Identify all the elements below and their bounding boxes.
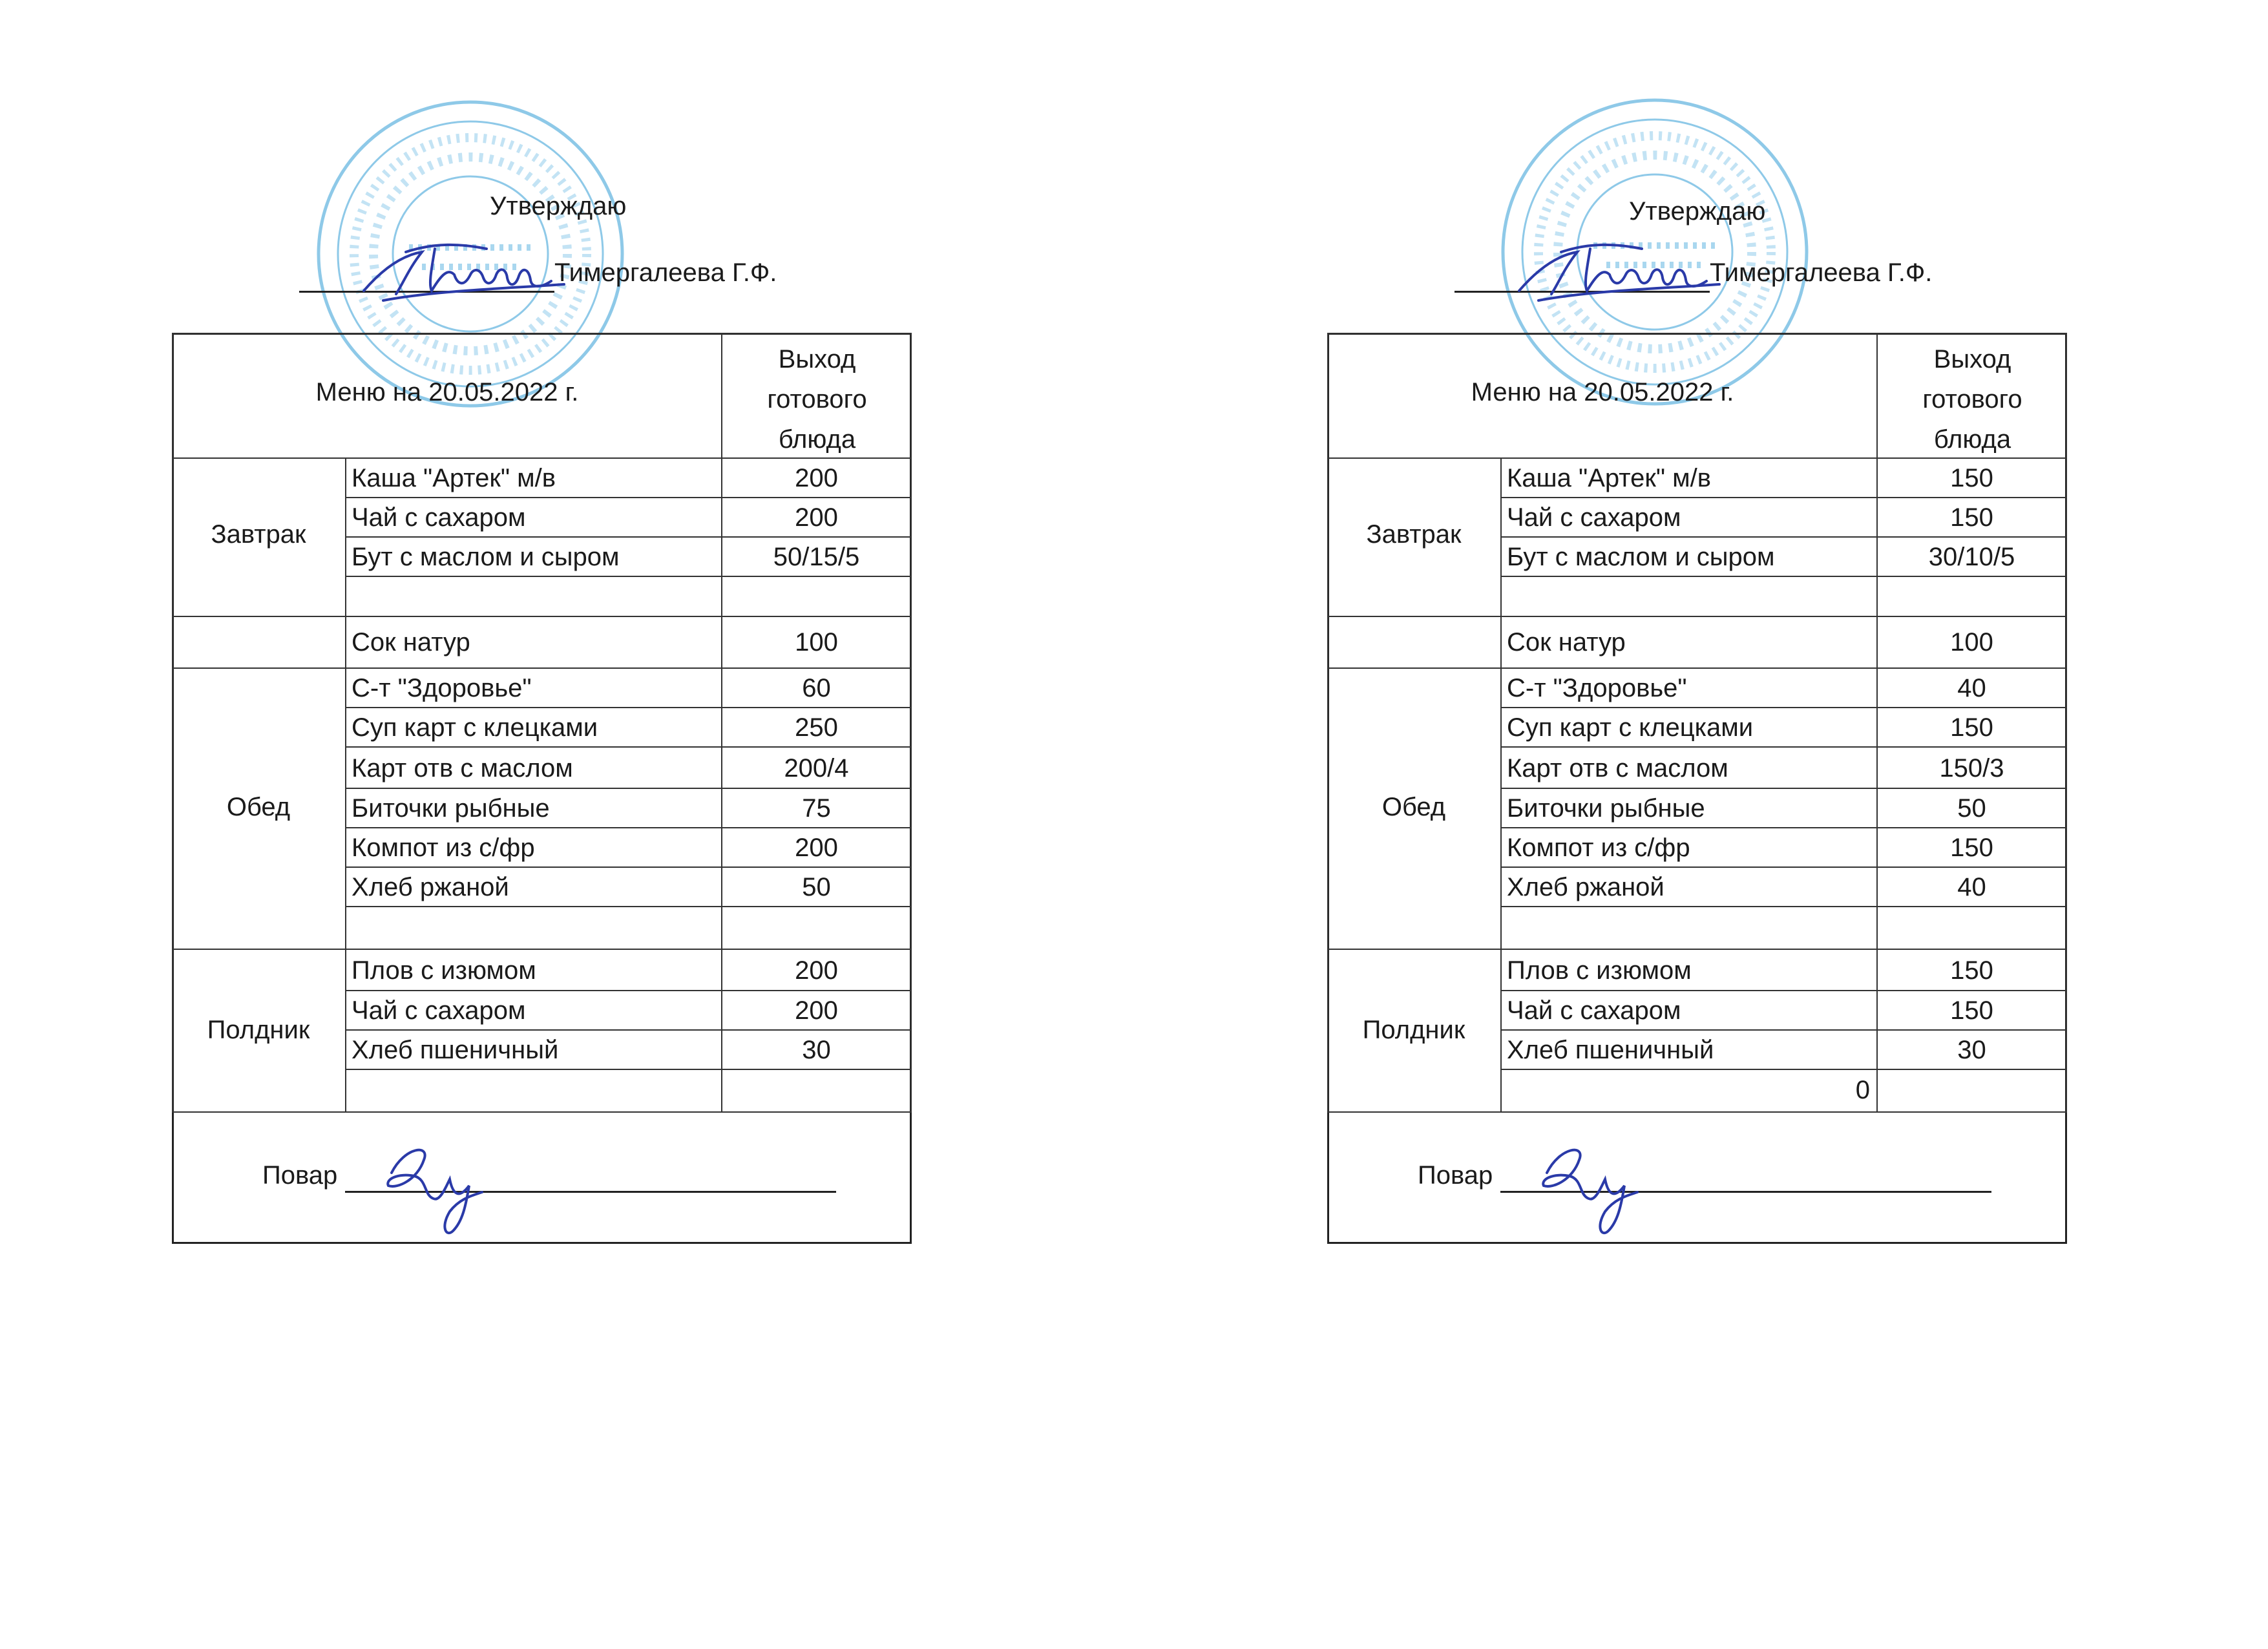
dish-name: Сок натур xyxy=(1507,628,1626,656)
dish-name: Чай с сахаром xyxy=(1507,503,1681,532)
dish-output: 200 xyxy=(795,464,838,492)
dish-output: 150 xyxy=(1950,464,1993,492)
approver-name: Тимергалеева Г.Ф. xyxy=(1710,258,1933,287)
approve-title: Утверждаю xyxy=(490,192,627,220)
empty-output-cell xyxy=(1876,906,2067,950)
dish-output: 40 xyxy=(1957,674,1986,702)
dish-output: 200 xyxy=(795,996,838,1025)
meal-label-snack: Полдник xyxy=(207,1016,310,1044)
dish-output: 75 xyxy=(802,794,831,823)
empty-meal-cell xyxy=(1327,616,1502,669)
menu-table-left xyxy=(172,333,912,1244)
empty-output-cell xyxy=(721,576,912,617)
menu-sheet-right xyxy=(1322,0,2072,1260)
dish-output: 200 xyxy=(795,834,838,862)
menu-date-title: Меню на 20.05.2022 г. xyxy=(1471,378,1734,406)
empty-output-cell xyxy=(721,906,912,950)
dish-output: 150 xyxy=(1950,834,1993,862)
approver-name: Тимергалеева Г.Ф. xyxy=(554,258,777,287)
dish-name: Суп карт с клецками xyxy=(1507,713,1754,742)
cook-label: Повар xyxy=(262,1161,338,1190)
dish-output: 40 xyxy=(1957,873,1986,901)
empty-output-cell xyxy=(1876,1069,2067,1113)
dish-name: Хлеб пшеничный xyxy=(352,1036,559,1064)
dish-name: Хлеб ржаной xyxy=(1507,873,1664,901)
dish-name: Каша "Артек" м/в xyxy=(1507,464,1712,492)
empty-dish-cell xyxy=(1500,576,1878,617)
dish-name: Хлеб пшеничный xyxy=(1507,1036,1714,1064)
dish-name: Биточки рыбные xyxy=(352,794,550,823)
dish-output: 50 xyxy=(1957,794,1986,823)
cook-label: Повар xyxy=(1418,1161,1493,1190)
menu-sheet-left xyxy=(167,0,916,1260)
dish-output: 30 xyxy=(1957,1036,1986,1064)
output-header-line-3: блюда xyxy=(1933,425,2011,454)
dish-output: 150 xyxy=(1950,503,1993,532)
dish-name: С-т "Здоровье" xyxy=(352,674,532,702)
output-header-line-1: Выход xyxy=(778,345,856,373)
dish-name: Карт отв с маслом xyxy=(352,754,573,782)
approver-signature-icon xyxy=(357,229,571,307)
dish-output: 60 xyxy=(802,674,831,702)
dish-output: 150 xyxy=(1950,996,1993,1025)
meal-label-lunch: Обед xyxy=(226,793,291,821)
cook-signature-icon xyxy=(1534,1134,1644,1237)
dish-name: Бут с маслом и сыром xyxy=(1507,543,1775,571)
dish-name: Каша "Артек" м/в xyxy=(352,464,556,492)
empty-dish-cell xyxy=(345,906,722,950)
dish-output: 100 xyxy=(795,628,838,656)
empty-meal-cell xyxy=(172,616,346,669)
menu-table-right xyxy=(1327,333,2067,1244)
empty-output-cell xyxy=(1876,576,2067,617)
output-header-line-3: блюда xyxy=(778,425,856,454)
dish-name: Компот из с/фр xyxy=(1507,834,1690,862)
empty-dish-cell xyxy=(345,1069,722,1113)
dish-output: 200 xyxy=(795,956,838,985)
dish-output: 150/3 xyxy=(1939,754,2004,782)
dish-output: 50 xyxy=(802,873,831,901)
meal-label-breakfast: Завтрак xyxy=(211,520,306,549)
empty-output-cell xyxy=(721,1069,912,1113)
dish-name: Плов с изюмом xyxy=(352,956,536,985)
dish-name: Карт отв с маслом xyxy=(1507,754,1728,782)
dish-output: 30 xyxy=(802,1036,831,1064)
dish-name: Бут с маслом и сыром xyxy=(352,543,620,571)
dish-output: 150 xyxy=(1950,956,1993,985)
menu-date-title: Меню на 20.05.2022 г. xyxy=(315,378,579,406)
output-header-line-2: готового xyxy=(1922,385,2022,414)
meal-label-breakfast: Завтрак xyxy=(1366,520,1462,549)
snack-extra-value: 0 xyxy=(1855,1076,1870,1104)
dish-name: Компот из с/фр xyxy=(352,834,535,862)
dish-name: Хлеб ржаной xyxy=(352,873,509,901)
dish-output: 150 xyxy=(1950,713,1993,742)
dish-name: Сок натур xyxy=(352,628,470,656)
cook-signature-icon xyxy=(379,1134,488,1237)
output-header xyxy=(722,339,912,459)
dish-name: Чай с сахаром xyxy=(352,503,526,532)
dish-output: 200/4 xyxy=(784,754,849,782)
dish-output: 50/15/5 xyxy=(773,543,860,571)
dish-output: 30/10/5 xyxy=(1928,543,2015,571)
dish-output: 200 xyxy=(795,503,838,532)
meal-label-lunch: Обед xyxy=(1381,793,1446,821)
approve-title: Утверждаю xyxy=(1629,197,1766,226)
empty-dish-cell xyxy=(1500,906,1878,950)
approver-signature-icon xyxy=(1513,229,1726,307)
dish-output: 250 xyxy=(795,713,838,742)
dish-name: Биточки рыбные xyxy=(1507,794,1705,823)
meal-label-snack: Полдник xyxy=(1362,1016,1465,1044)
empty-dish-cell xyxy=(345,576,722,617)
dish-name: Чай с сахаром xyxy=(352,996,526,1025)
output-header xyxy=(1878,339,2067,459)
dish-name: Плов с изюмом xyxy=(1507,956,1692,985)
dish-name: Суп карт с клецками xyxy=(352,713,598,742)
dish-name: С-т "Здоровье" xyxy=(1507,674,1687,702)
dish-name: Чай с сахаром xyxy=(1507,996,1681,1025)
dish-output: 100 xyxy=(1950,628,1993,656)
output-header-line-1: Выход xyxy=(1933,345,2011,373)
output-header-line-2: готового xyxy=(767,385,867,414)
